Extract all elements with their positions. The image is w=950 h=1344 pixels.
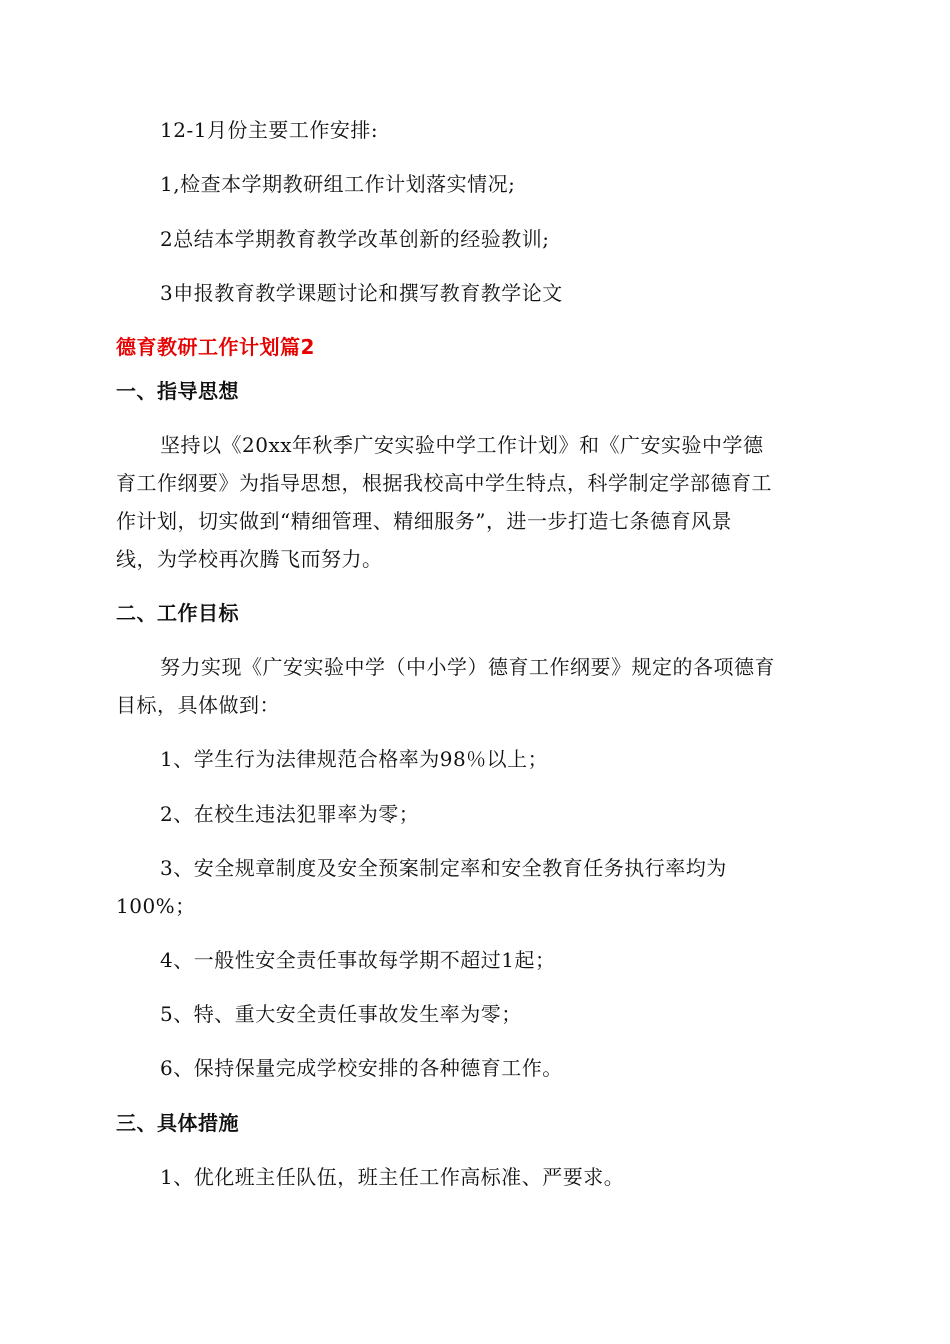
paragraph-line: 努力实现《广安实验中学（中小学）德育工作纲要》规定的各项德育 bbox=[160, 655, 775, 679]
list-item: 1、学生行为法律规范合格率为98％以上； bbox=[160, 747, 549, 771]
list-item: 2、在校生违法犯罪率为零； bbox=[160, 802, 420, 826]
section-heading: 三、具体措施 bbox=[116, 1111, 239, 1135]
list-item: 4、一般性安全责任事故每学期不超过1起； bbox=[160, 948, 556, 972]
paragraph-line: 作计划，切实做到“精细管理、精细服务”，进一步打造七条德育风景 bbox=[116, 509, 732, 533]
paragraph-line: 育工作纲要》为指导思想，根据我校高中学生特点，科学制定学部德育工 bbox=[116, 471, 772, 495]
article-title: 德育教研工作计划篇2 bbox=[116, 335, 315, 359]
list-item: 1、优化班主任队伍，班主任工作高标准、严要求。 bbox=[160, 1165, 625, 1189]
schedule-item: 2总结本学期教育教学改革创新的经验教训; bbox=[160, 227, 550, 251]
paragraph-line: 线，为学校再次腾飞而努力。 bbox=[116, 547, 383, 571]
section-heading: 一、指导思想 bbox=[116, 379, 239, 403]
schedule-title: 12-1月份主要工作安排: bbox=[160, 118, 379, 142]
schedule-item: 3申报教育教学课题讨论和撰写教育教学论文 bbox=[160, 281, 563, 305]
section-heading: 二、工作目标 bbox=[116, 601, 239, 625]
list-item-continuation: 100%； bbox=[116, 894, 196, 918]
paragraph-line: 目标，具体做到： bbox=[116, 693, 280, 717]
schedule-item: 1,检查本学期教研组工作计划落实情况; bbox=[160, 172, 516, 196]
list-item: 5、特、重大安全责任事故发生率为零； bbox=[160, 1002, 522, 1026]
list-item: 3、安全规章制度及安全预案制定率和安全教育任务执行率均为 bbox=[160, 856, 727, 880]
list-item: 6、保持保量完成学校安排的各种德育工作。 bbox=[160, 1056, 563, 1080]
paragraph-line: 坚持以《20xx年秋季广安实验中学工作计划》和《广安实验中学德 bbox=[160, 433, 764, 457]
